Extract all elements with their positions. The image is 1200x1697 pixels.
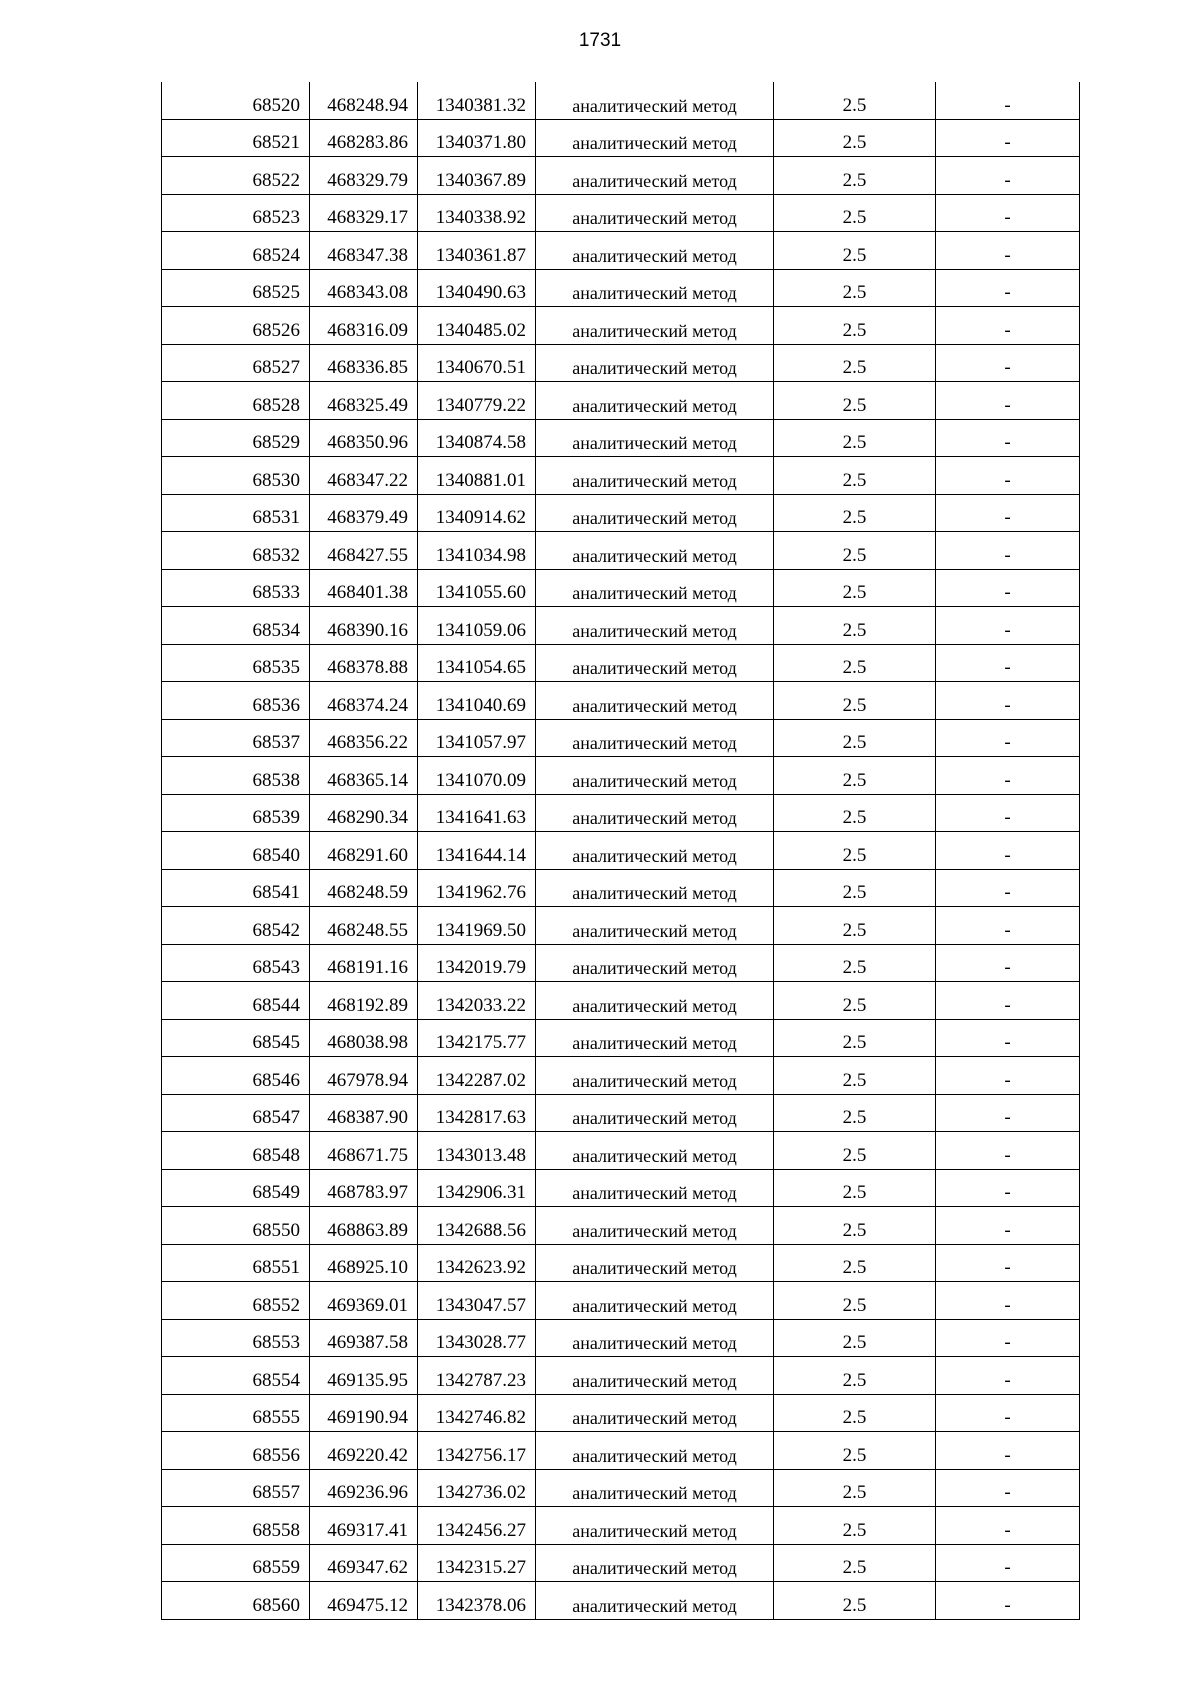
table-row <box>162 232 1080 270</box>
accuracy-cell: 2.5 <box>774 1132 936 1170</box>
point-id-cell: 68541 <box>162 869 310 907</box>
point-id-cell: 68523 <box>162 194 310 232</box>
method-cell: аналитический метод <box>536 794 774 832</box>
table-row <box>162 194 1080 232</box>
accuracy-cell: 2.5 <box>774 419 936 457</box>
coordinate-y-cell: 1343013.48 <box>418 1132 536 1170</box>
coordinate-y-cell: 1342906.31 <box>418 1169 536 1207</box>
coordinate-y-cell: 1340371.80 <box>418 119 536 157</box>
table-row <box>162 157 1080 195</box>
note-cell: - <box>936 1282 1080 1320</box>
coordinate-x-cell: 468365.14 <box>310 757 418 795</box>
method-cell: аналитический метод <box>536 1094 774 1132</box>
coordinate-y-cell: 1341962.76 <box>418 869 536 907</box>
coordinate-x-cell: 468248.55 <box>310 907 418 945</box>
table-row <box>162 569 1080 607</box>
coordinate-x-cell: 468248.59 <box>310 869 418 907</box>
method-cell: аналитический метод <box>536 1319 774 1357</box>
table-row <box>162 607 1080 645</box>
table-row <box>162 1169 1080 1207</box>
coordinate-y-cell: 1340367.89 <box>418 157 536 195</box>
table-row <box>162 1469 1080 1507</box>
note-cell: - <box>936 382 1080 420</box>
point-id-cell: 68536 <box>162 682 310 720</box>
coordinate-y-cell: 1342378.06 <box>418 1582 536 1620</box>
accuracy-cell: 2.5 <box>774 494 936 532</box>
table-row <box>162 269 1080 307</box>
table-row <box>162 907 1080 945</box>
note-cell: - <box>936 1394 1080 1432</box>
coordinate-x-cell: 468925.10 <box>310 1244 418 1282</box>
coordinate-x-cell: 469347.62 <box>310 1544 418 1582</box>
coordinate-y-cell: 1342033.22 <box>418 982 536 1020</box>
method-cell: аналитический метод <box>536 869 774 907</box>
coordinate-x-cell: 468783.97 <box>310 1169 418 1207</box>
coordinate-y-cell: 1340490.63 <box>418 269 536 307</box>
note-cell: - <box>936 1094 1080 1132</box>
method-cell: аналитический метод <box>536 382 774 420</box>
method-cell: аналитический метод <box>536 119 774 157</box>
coordinate-x-cell: 468427.55 <box>310 532 418 570</box>
table-row <box>162 1207 1080 1245</box>
accuracy-cell: 2.5 <box>774 832 936 870</box>
method-cell: аналитический метод <box>536 832 774 870</box>
point-id-cell: 68530 <box>162 457 310 495</box>
accuracy-cell: 2.5 <box>774 757 936 795</box>
method-cell: аналитический метод <box>536 1582 774 1620</box>
accuracy-cell: 2.5 <box>774 194 936 232</box>
coordinate-y-cell: 1341644.14 <box>418 832 536 870</box>
coordinate-x-cell: 468283.86 <box>310 119 418 157</box>
point-id-cell: 68543 <box>162 944 310 982</box>
method-cell: аналитический метод <box>536 682 774 720</box>
coordinate-y-cell: 1341055.60 <box>418 569 536 607</box>
coordinate-y-cell: 1340485.02 <box>418 307 536 345</box>
coordinate-y-cell: 1342019.79 <box>418 944 536 982</box>
note-cell: - <box>936 457 1080 495</box>
point-id-cell: 68554 <box>162 1357 310 1395</box>
point-id-cell: 68560 <box>162 1582 310 1620</box>
coordinate-x-cell: 469135.95 <box>310 1357 418 1395</box>
accuracy-cell: 2.5 <box>774 157 936 195</box>
coordinate-x-cell: 468336.85 <box>310 344 418 382</box>
coordinate-x-cell: 468671.75 <box>310 1132 418 1170</box>
point-id-cell: 68522 <box>162 157 310 195</box>
coordinate-y-cell: 1341969.50 <box>418 907 536 945</box>
coordinate-x-cell: 469236.96 <box>310 1469 418 1507</box>
method-cell: аналитический метод <box>536 982 774 1020</box>
method-cell: аналитический метод <box>536 644 774 682</box>
accuracy-cell: 2.5 <box>774 532 936 570</box>
accuracy-cell: 2.5 <box>774 869 936 907</box>
coordinate-y-cell: 1342623.92 <box>418 1244 536 1282</box>
point-id-cell: 68546 <box>162 1057 310 1095</box>
coordinate-y-cell: 1342688.56 <box>418 1207 536 1245</box>
accuracy-cell: 2.5 <box>774 1169 936 1207</box>
accuracy-cell: 2.5 <box>774 1244 936 1282</box>
coordinate-y-cell: 1341059.06 <box>418 607 536 645</box>
note-cell: - <box>936 607 1080 645</box>
note-cell: - <box>936 1544 1080 1582</box>
note-cell: - <box>936 644 1080 682</box>
table-row <box>162 1544 1080 1582</box>
coordinate-y-cell: 1340874.58 <box>418 419 536 457</box>
coordinate-y-cell: 1340914.62 <box>418 494 536 532</box>
accuracy-cell: 2.5 <box>774 82 936 119</box>
point-id-cell: 68553 <box>162 1319 310 1357</box>
coordinate-y-cell: 1341070.09 <box>418 757 536 795</box>
accuracy-cell: 2.5 <box>774 607 936 645</box>
method-cell: аналитический метод <box>536 494 774 532</box>
note-cell: - <box>936 1357 1080 1395</box>
coordinate-x-cell: 469317.41 <box>310 1507 418 1545</box>
note-cell: - <box>936 794 1080 832</box>
note-cell: - <box>936 944 1080 982</box>
method-cell: аналитический метод <box>536 569 774 607</box>
point-id-cell: 68526 <box>162 307 310 345</box>
table-row <box>162 1282 1080 1320</box>
method-cell: аналитический метод <box>536 419 774 457</box>
method-cell: аналитический метод <box>536 194 774 232</box>
accuracy-cell: 2.5 <box>774 119 936 157</box>
method-cell: аналитический метод <box>536 1544 774 1582</box>
coordinate-y-cell: 1341034.98 <box>418 532 536 570</box>
method-cell: аналитический метод <box>536 307 774 345</box>
accuracy-cell: 2.5 <box>774 1469 936 1507</box>
coordinate-x-cell: 468291.60 <box>310 832 418 870</box>
coordinate-y-cell: 1340881.01 <box>418 457 536 495</box>
coordinate-y-cell: 1341054.65 <box>418 644 536 682</box>
coordinate-x-cell: 468191.16 <box>310 944 418 982</box>
coordinate-x-cell: 469369.01 <box>310 1282 418 1320</box>
table-body <box>162 82 1080 1619</box>
point-id-cell: 68555 <box>162 1394 310 1432</box>
table-row <box>162 1582 1080 1620</box>
point-id-cell: 68556 <box>162 1432 310 1470</box>
note-cell: - <box>936 232 1080 270</box>
note-cell: - <box>936 907 1080 945</box>
point-id-cell: 68538 <box>162 757 310 795</box>
coordinate-x-cell: 468401.38 <box>310 569 418 607</box>
method-cell: аналитический метод <box>536 1132 774 1170</box>
point-id-cell: 68525 <box>162 269 310 307</box>
note-cell: - <box>936 1207 1080 1245</box>
table-row <box>162 1057 1080 1095</box>
coordinate-y-cell: 1343047.57 <box>418 1282 536 1320</box>
table-row <box>162 944 1080 982</box>
method-cell: аналитический метод <box>536 1357 774 1395</box>
point-id-cell: 68535 <box>162 644 310 682</box>
coordinate-x-cell: 468329.17 <box>310 194 418 232</box>
table-row <box>162 832 1080 870</box>
point-id-cell: 68557 <box>162 1469 310 1507</box>
method-cell: аналитический метод <box>536 944 774 982</box>
note-cell: - <box>936 1057 1080 1095</box>
point-id-cell: 68552 <box>162 1282 310 1320</box>
coordinate-x-cell: 468347.38 <box>310 232 418 270</box>
point-id-cell: 68548 <box>162 1132 310 1170</box>
method-cell: аналитический метод <box>536 1432 774 1470</box>
coordinate-y-cell: 1342287.02 <box>418 1057 536 1095</box>
method-cell: аналитический метод <box>536 1394 774 1432</box>
accuracy-cell: 2.5 <box>774 344 936 382</box>
note-cell: - <box>936 194 1080 232</box>
coordinate-y-cell: 1340670.51 <box>418 344 536 382</box>
accuracy-cell: 2.5 <box>774 682 936 720</box>
point-id-cell: 68520 <box>162 82 310 119</box>
coordinate-x-cell: 469475.12 <box>310 1582 418 1620</box>
accuracy-cell: 2.5 <box>774 794 936 832</box>
coordinate-y-cell: 1340779.22 <box>418 382 536 420</box>
table-row <box>162 1357 1080 1395</box>
table-row <box>162 82 1080 119</box>
note-cell: - <box>936 982 1080 1020</box>
table-row <box>162 1132 1080 1170</box>
method-cell: аналитический метод <box>536 1057 774 1095</box>
note-cell: - <box>936 494 1080 532</box>
note-cell: - <box>936 1582 1080 1620</box>
point-id-cell: 68550 <box>162 1207 310 1245</box>
point-id-cell: 68531 <box>162 494 310 532</box>
table-row <box>162 419 1080 457</box>
accuracy-cell: 2.5 <box>774 1394 936 1432</box>
accuracy-cell: 2.5 <box>774 382 936 420</box>
method-cell: аналитический метод <box>536 757 774 795</box>
coordinate-x-cell: 468038.98 <box>310 1019 418 1057</box>
accuracy-cell: 2.5 <box>774 1019 936 1057</box>
accuracy-cell: 2.5 <box>774 457 936 495</box>
accuracy-cell: 2.5 <box>774 1094 936 1132</box>
coordinate-x-cell: 468387.90 <box>310 1094 418 1132</box>
method-cell: аналитический метод <box>536 1469 774 1507</box>
table-row <box>162 982 1080 1020</box>
note-cell: - <box>936 757 1080 795</box>
accuracy-cell: 2.5 <box>774 907 936 945</box>
point-id-cell: 68529 <box>162 419 310 457</box>
point-id-cell: 68558 <box>162 1507 310 1545</box>
coordinate-x-cell: 468329.79 <box>310 157 418 195</box>
note-cell: - <box>936 569 1080 607</box>
note-cell: - <box>936 532 1080 570</box>
table-row <box>162 532 1080 570</box>
point-id-cell: 68533 <box>162 569 310 607</box>
method-cell: аналитический метод <box>536 1244 774 1282</box>
point-id-cell: 68559 <box>162 1544 310 1582</box>
method-cell: аналитический метод <box>536 532 774 570</box>
point-id-cell: 68551 <box>162 1244 310 1282</box>
note-cell: - <box>936 1432 1080 1470</box>
coordinate-x-cell: 468374.24 <box>310 682 418 720</box>
coordinate-y-cell: 1342456.27 <box>418 1507 536 1545</box>
note-cell: - <box>936 269 1080 307</box>
table-row <box>162 344 1080 382</box>
coordinate-y-cell: 1342756.17 <box>418 1432 536 1470</box>
table-row <box>162 1432 1080 1470</box>
point-id-cell: 68549 <box>162 1169 310 1207</box>
point-id-cell: 68521 <box>162 119 310 157</box>
table-row <box>162 644 1080 682</box>
method-cell: аналитический метод <box>536 82 774 119</box>
coordinate-y-cell: 1341057.97 <box>418 719 536 757</box>
accuracy-cell: 2.5 <box>774 1282 936 1320</box>
point-id-cell: 68545 <box>162 1019 310 1057</box>
point-id-cell: 68534 <box>162 607 310 645</box>
coordinate-y-cell: 1340338.92 <box>418 194 536 232</box>
accuracy-cell: 2.5 <box>774 1432 936 1470</box>
coordinate-x-cell: 468379.49 <box>310 494 418 532</box>
coordinate-y-cell: 1341040.69 <box>418 682 536 720</box>
table-row <box>162 1244 1080 1282</box>
point-id-cell: 68532 <box>162 532 310 570</box>
accuracy-cell: 2.5 <box>774 307 936 345</box>
accuracy-cell: 2.5 <box>774 644 936 682</box>
point-id-cell: 68537 <box>162 719 310 757</box>
note-cell: - <box>936 1132 1080 1170</box>
note-cell: - <box>936 307 1080 345</box>
method-cell: аналитический метод <box>536 157 774 195</box>
coordinate-y-cell: 1342175.77 <box>418 1019 536 1057</box>
coordinate-y-cell: 1342736.02 <box>418 1469 536 1507</box>
method-cell: аналитический метод <box>536 1507 774 1545</box>
point-id-cell: 68539 <box>162 794 310 832</box>
table-row <box>162 494 1080 532</box>
table-row <box>162 1394 1080 1432</box>
table-row <box>162 1094 1080 1132</box>
accuracy-cell: 2.5 <box>774 232 936 270</box>
accuracy-cell: 2.5 <box>774 1582 936 1620</box>
table-row <box>162 757 1080 795</box>
accuracy-cell: 2.5 <box>774 1544 936 1582</box>
coordinate-x-cell: 468350.96 <box>310 419 418 457</box>
method-cell: аналитический метод <box>536 457 774 495</box>
coordinate-x-cell: 468390.16 <box>310 607 418 645</box>
point-id-cell: 68547 <box>162 1094 310 1132</box>
coordinate-x-cell: 469387.58 <box>310 1319 418 1357</box>
coordinate-x-cell: 468378.88 <box>310 644 418 682</box>
table-row <box>162 1319 1080 1357</box>
note-cell: - <box>936 1169 1080 1207</box>
table-row <box>162 1507 1080 1545</box>
coordinate-x-cell: 468356.22 <box>310 719 418 757</box>
coordinate-x-cell: 468343.08 <box>310 269 418 307</box>
table-row <box>162 682 1080 720</box>
coordinate-x-cell: 469190.94 <box>310 1394 418 1432</box>
accuracy-cell: 2.5 <box>774 982 936 1020</box>
note-cell: - <box>936 1319 1080 1357</box>
method-cell: аналитический метод <box>536 1207 774 1245</box>
coordinate-x-cell: 468347.22 <box>310 457 418 495</box>
table-row <box>162 794 1080 832</box>
coordinate-x-cell: 468316.09 <box>310 307 418 345</box>
table-row <box>162 457 1080 495</box>
accuracy-cell: 2.5 <box>774 719 936 757</box>
coordinate-y-cell: 1340361.87 <box>418 232 536 270</box>
method-cell: аналитический метод <box>536 907 774 945</box>
accuracy-cell: 2.5 <box>774 269 936 307</box>
method-cell: аналитический метод <box>536 344 774 382</box>
point-id-cell: 68527 <box>162 344 310 382</box>
note-cell: - <box>936 419 1080 457</box>
note-cell: - <box>936 1244 1080 1282</box>
coordinate-x-cell: 468325.49 <box>310 382 418 420</box>
coordinates-table <box>161 82 1080 1620</box>
method-cell: аналитический метод <box>536 232 774 270</box>
accuracy-cell: 2.5 <box>774 1319 936 1357</box>
method-cell: аналитический метод <box>536 1019 774 1057</box>
point-id-cell: 68542 <box>162 907 310 945</box>
note-cell: - <box>936 157 1080 195</box>
note-cell: - <box>936 832 1080 870</box>
note-cell: - <box>936 869 1080 907</box>
coordinate-y-cell: 1342746.82 <box>418 1394 536 1432</box>
coordinate-x-cell: 469220.42 <box>310 1432 418 1470</box>
point-id-cell: 68524 <box>162 232 310 270</box>
coordinate-y-cell: 1341641.63 <box>418 794 536 832</box>
coordinate-y-cell: 1342315.27 <box>418 1544 536 1582</box>
note-cell: - <box>936 1019 1080 1057</box>
coordinate-y-cell: 1342787.23 <box>418 1357 536 1395</box>
accuracy-cell: 2.5 <box>774 944 936 982</box>
coordinate-x-cell: 468192.89 <box>310 982 418 1020</box>
method-cell: аналитический метод <box>536 719 774 757</box>
table-row <box>162 307 1080 345</box>
accuracy-cell: 2.5 <box>774 1207 936 1245</box>
note-cell: - <box>936 119 1080 157</box>
note-cell: - <box>936 1507 1080 1545</box>
method-cell: аналитический метод <box>536 269 774 307</box>
note-cell: - <box>936 719 1080 757</box>
accuracy-cell: 2.5 <box>774 1507 936 1545</box>
table-row <box>162 719 1080 757</box>
method-cell: аналитический метод <box>536 607 774 645</box>
coordinate-y-cell: 1342817.63 <box>418 1094 536 1132</box>
table-row <box>162 119 1080 157</box>
note-cell: - <box>936 344 1080 382</box>
point-id-cell: 68544 <box>162 982 310 1020</box>
table-row <box>162 1019 1080 1057</box>
accuracy-cell: 2.5 <box>774 1357 936 1395</box>
point-id-cell: 68540 <box>162 832 310 870</box>
page-number: 1731 <box>578 30 622 51</box>
note-cell: - <box>936 82 1080 119</box>
note-cell: - <box>936 682 1080 720</box>
coordinate-x-cell: 468248.94 <box>310 82 418 119</box>
point-id-cell: 68528 <box>162 382 310 420</box>
coordinate-x-cell: 467978.94 <box>310 1057 418 1095</box>
coordinate-x-cell: 468290.34 <box>310 794 418 832</box>
accuracy-cell: 2.5 <box>774 569 936 607</box>
table-row <box>162 869 1080 907</box>
coordinate-y-cell: 1340381.32 <box>418 82 536 119</box>
accuracy-cell: 2.5 <box>774 1057 936 1095</box>
table-row <box>162 382 1080 420</box>
coordinate-y-cell: 1343028.77 <box>418 1319 536 1357</box>
method-cell: аналитический метод <box>536 1282 774 1320</box>
note-cell: - <box>936 1469 1080 1507</box>
coordinate-x-cell: 468863.89 <box>310 1207 418 1245</box>
method-cell: аналитический метод <box>536 1169 774 1207</box>
